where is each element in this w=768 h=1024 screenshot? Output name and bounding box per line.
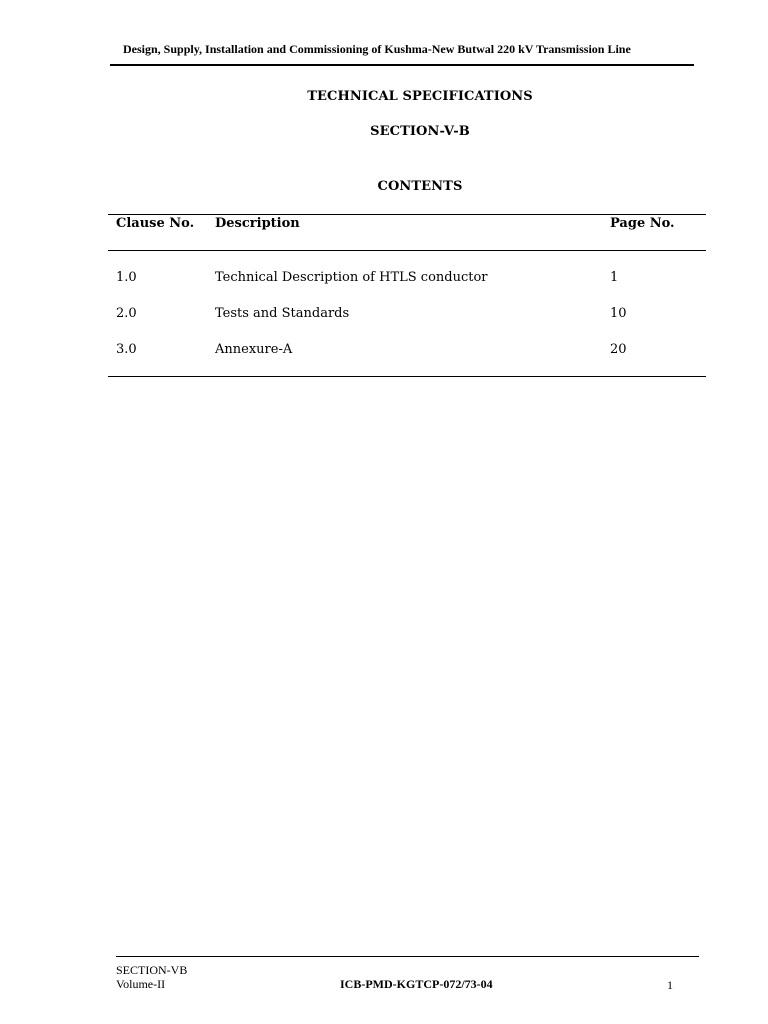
table-row-description[interactable]: Annexure-A <box>215 342 293 357</box>
table-row-description[interactable]: Technical Description of HTLS conductor <box>215 270 488 285</box>
table-row-page: 1 <box>610 270 619 285</box>
column-header-clause: Clause No. <box>116 216 195 231</box>
document-title: TECHNICAL SPECIFICATIONS <box>307 89 533 104</box>
table-bottom-rule <box>108 376 706 377</box>
table-row-description[interactable]: Tests and Standards <box>215 306 350 321</box>
table-row-clause: 3.0 <box>116 342 137 357</box>
footer-divider <box>116 956 699 957</box>
column-header-page: Page No. <box>610 216 675 231</box>
footer-page-number: 1 <box>667 978 673 992</box>
table-row-clause: 1.0 <box>116 270 137 285</box>
footer-document-code: ICB-PMD-KGTCP-072/73-04 <box>340 977 493 991</box>
table-row-clause: 2.0 <box>116 306 137 321</box>
table-top-rule <box>108 214 706 215</box>
header-divider <box>110 64 694 66</box>
page-footer <box>0 950 768 1024</box>
footer-section: SECTION-VB <box>116 963 188 977</box>
table-row-page: 10 <box>610 306 627 321</box>
header-title: Design, Supply, Installation and Commissioning of Kushma-New Butwal 220 kV Transmission Line <box>123 42 631 56</box>
column-header-description: Description <box>215 216 300 231</box>
table-row-page: 20 <box>610 342 627 357</box>
footer-volume: Volume-II <box>116 977 166 991</box>
table-header-rule <box>108 250 706 251</box>
section-title: SECTION-V-B <box>370 124 470 139</box>
contents-heading: CONTENTS <box>377 179 463 194</box>
